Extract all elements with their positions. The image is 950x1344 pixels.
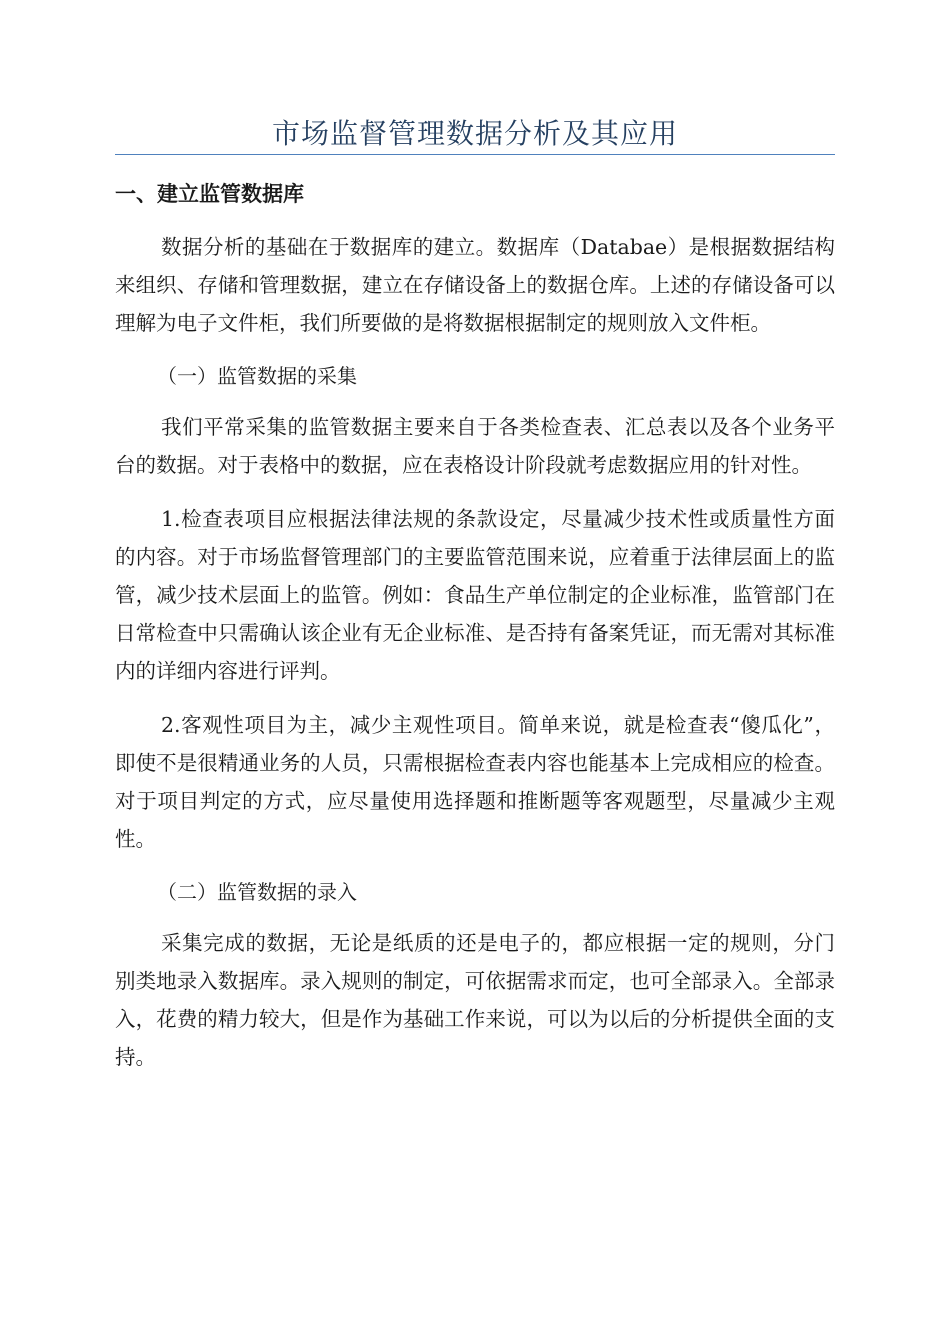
- list-item-1: 1.检查表项目应根据法律法规的条款设定，尽量减少技术性或质量性方面的内容。对于市场监督管理部门的主要监管范围来说，应着重于法律层面上的监管，减少技术层面上的监管。例如：食品生产单位制定的企业标准，监管部门在日常检查中只需确认该企业有无企业标准、是否持有备案凭证，而无需对其标准内的详细内容进行评判。: [115, 507, 835, 683]
- section-heading: 一、建立监管数据库: [115, 182, 304, 206]
- entry-paragraph: 采集完成的数据，无论是纸质的还是电子的，都应根据一定的规则，分门别类地录入数据库。录入规则的制定，可依据需求而定，也可全部录入。全部录入，花费的精力较大，但是作为基础工作来说，可以为以后的分析提供全面的支持。: [115, 931, 835, 1069]
- title-underline: [115, 154, 835, 155]
- document-body: [115, 176, 835, 1092]
- document-title: 市场监督管理数据分析及其应用: [271, 117, 678, 150]
- intro-paragraph: 数据分析的基础在于数据库的建立。数据库（Databae）是根据数据结构来组织、存储和管理数据，建立在存储设备上的数据仓库。上述的存储设备可以理解为电子文件柜，我们所要做的是将数据根据制定的规则放入文件柜。: [115, 235, 835, 335]
- collection-paragraph: 我们平常采集的监管数据主要来自于各类检查表、汇总表以及各个业务平台的数据。对于表格中的数据，应在表格设计阶段就考虑数据应用的针对性。: [115, 415, 835, 477]
- subsection-heading-collection: （一）监管数据的采集: [157, 364, 357, 388]
- list-item-2: 2.客观性项目为主，减少主观性项目。简单来说，就是检查表“傻瓜化”，即使不是很精通业务的人员，只需根据检查表内容也能基本上完成相应的检查。对于项目判定的方式，应尽量使用选择题和推断题等客观题型，尽量减少主观性。: [115, 713, 835, 851]
- subsection-heading-entry: （二）监管数据的录入: [157, 880, 357, 904]
